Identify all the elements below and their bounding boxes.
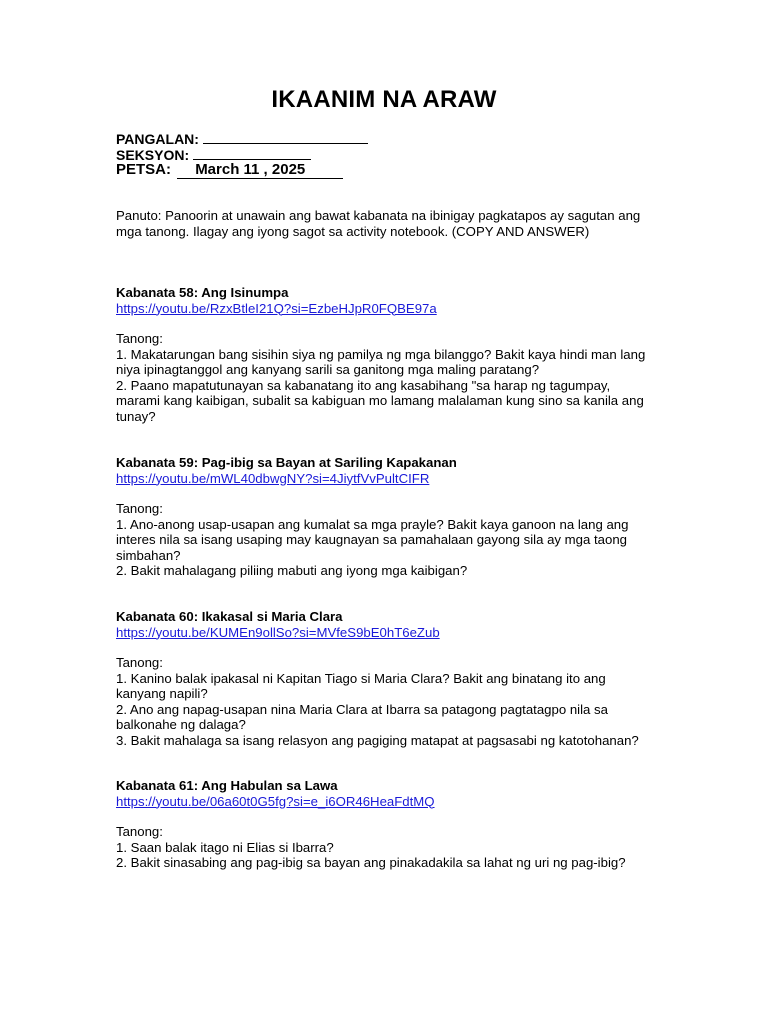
chapter-heading: Kabanata 60: Ikakasal si Maria Clara <box>116 609 343 624</box>
video-link[interactable]: https://youtu.be/KUMEn9ollSo?si=MVfeS9bE0hT6eZub <box>116 624 440 640</box>
instructions: Panuto: Panoorin at unawain ang bawat kabanata na ibinigay pagkatapos ay sagutan ang mga tanong. Ilagay ang iyong sagot sa activity notebook. (COPY AND ANSWER) <box>116 208 641 239</box>
section-label: SEKSYON: <box>116 147 190 163</box>
question-1: 1. Ano-anong usap-usapan ang kumalat sa mga prayle? Bakit kaya ganoon na lang ang interes nila sa isang usaping may kaugnayan sa pamahalaan gayong sila ay mga taong simbahan? <box>116 516 629 563</box>
question-1: 1. Makatarungan bang sisihin siya ng pamilya ng mga bilanggo? Bakit kaya hindi man lang niya ipinagtanggol ang kanyang sarili sa ganitong mga maling paratang? <box>116 346 646 377</box>
question-label: Tanong: <box>116 501 163 516</box>
date-field <box>116 161 343 179</box>
question-2: 2. Bakit sinasabing ang pag-ibig sa bayan ang pinakadakila sa lahat ng uri ng pag-ibig? <box>116 855 626 870</box>
date-value: March 11 , 2025 <box>177 161 343 179</box>
question-2: 2. Ano ang napag-usapan nina Maria Clara at Ibarra sa patagong pagtatagpo nila sa balkonahe ng dalaga? <box>116 701 608 732</box>
question-1: 1. Saan balak itago ni Elias si Ibarra? <box>116 839 334 855</box>
question-3: 3. Bakit mahalaga sa isang relasyon ang pagiging matapat at pagsasabi ng katotohanan? <box>116 732 639 748</box>
video-link[interactable]: https://youtu.be/RzxBtleI21Q?si=EzbeHJpR0FQBE97a <box>116 300 437 316</box>
question-label: Tanong: <box>116 824 163 839</box>
question-1: 1. Kanino balak ipakasal ni Kapitan Tiago si Maria Clara? Bakit ang binatang ito ang kanyang napili? <box>116 670 606 701</box>
question-2: 2. Paano mapatutunayan sa kabanatang ito ang kasabihang "sa harap ng tagumpay, marami kang kaibigan, subalit sa kabiguan mo lamang malalaman kung sino sa kanila ang tunay? <box>116 377 644 424</box>
question-label: Tanong: <box>116 331 163 346</box>
chapter-58 <box>116 285 656 424</box>
name-blank <box>203 129 368 144</box>
video-link[interactable]: https://youtu.be/mWL40dbwgNY?si=4JiytfVvPultCIFR <box>116 470 430 486</box>
section-blank <box>193 145 311 160</box>
page-title: IKAANIM NA ARAW <box>271 86 497 113</box>
chapter-heading: Kabanata 58: Ang Isinumpa <box>116 285 289 300</box>
chapter-heading: Kabanata 59: Pag-ibig sa Bayan at Sariling Kapakanan <box>116 455 457 470</box>
chapter-61 <box>116 778 656 871</box>
question-2: 2. Bakit mahalagang piliing mabuti ang iyong mga kaibigan? <box>116 563 468 578</box>
chapter-heading: Kabanata 61: Ang Habulan sa Lawa <box>116 778 338 793</box>
question-label: Tanong: <box>116 655 163 670</box>
name-label: PANGALAN: <box>116 131 199 147</box>
chapter-59 <box>116 455 656 579</box>
date-label: PETSA: <box>116 161 172 178</box>
video-link[interactable]: https://youtu.be/06a60t0G5fg?si=e_i6OR46HeaFdtMQ <box>116 793 435 809</box>
chapter-60 <box>116 609 656 748</box>
